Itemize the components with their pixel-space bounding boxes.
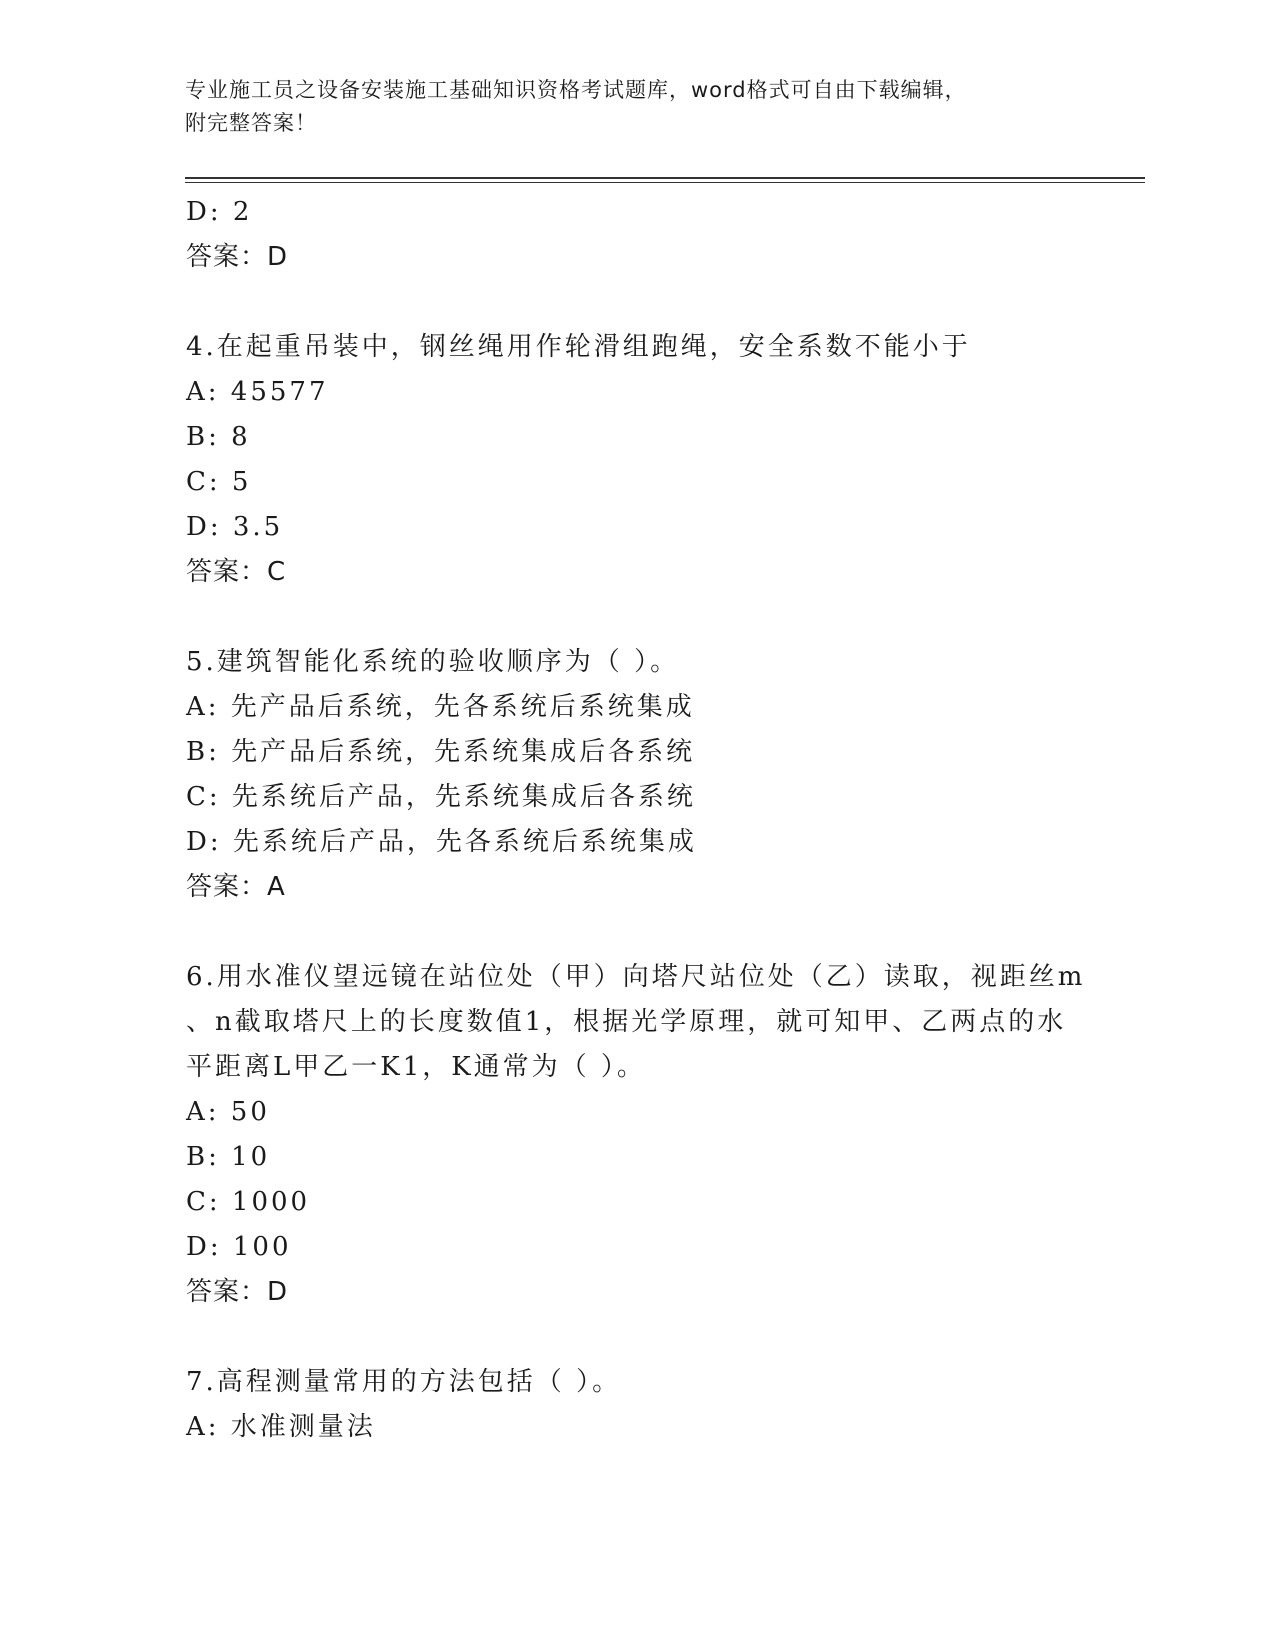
question-answer: 答案：D [186, 1277, 289, 1307]
question-option: C: 5 [186, 467, 252, 497]
spacer [186, 280, 1146, 325]
header-divider-thin [185, 182, 1145, 183]
spacer [186, 910, 1146, 955]
question-option: A: 50 [186, 1097, 270, 1127]
question-option: A: 先产品后系统，先各系统后系统集成 [186, 692, 695, 722]
question-option: C: 1000 [186, 1187, 311, 1217]
question-block [186, 325, 1146, 595]
fragment-answer: 答案：D [186, 242, 289, 272]
question-option: C: 先系统后产品，先系统集成后各系统 [186, 782, 696, 812]
question-option: D: 先系统后产品，先各系统后系统集成 [186, 827, 697, 857]
fragment-option-d: D: 2 [186, 197, 253, 227]
question-title: 4.在起重吊装中，钢丝绳用作轮滑组跑绳，安全系数不能小于 [186, 332, 971, 362]
question-block [186, 640, 1146, 910]
question-answer: 答案：C [186, 557, 287, 587]
question-title: 、n截取塔尺上的长度数值1，根据光学原理，就可知甲、乙两点的水 [186, 1007, 1067, 1037]
header-line-1: 专业施工员之设备安装施工基础知识资格考试题库，word格式可自由下载编辑， [185, 78, 967, 102]
question-option: B: 先产品后系统，先系统集成后各系统 [186, 737, 696, 767]
question-title: 6.用水准仪望远镜在站位处（甲）向塔尺站位处（乙）读取，视距丝m [186, 962, 1086, 992]
question-option: A: 水准测量法 [186, 1412, 376, 1442]
question-option: B: 8 [186, 422, 251, 452]
header-divider-thick [185, 177, 1145, 179]
question-title: 5.建筑智能化系统的验收顺序为（ ）。 [186, 647, 680, 677]
question-title: 平距离L甲乙一K1，K通常为（ ）。 [186, 1052, 646, 1082]
question-list [186, 190, 1146, 1450]
question-option: D: 3.5 [186, 512, 284, 542]
question-option: D: 100 [186, 1232, 292, 1262]
question-answer: 答案：A [186, 872, 286, 902]
header-line-2: 附完整答案！ [185, 111, 317, 135]
question-block [186, 1360, 1146, 1450]
spacer [186, 1315, 1146, 1360]
question-option: B: 10 [186, 1142, 271, 1172]
question-option: A: 45577 [186, 377, 329, 407]
question-block [186, 955, 1146, 1315]
question-title: 7.高程测量常用的方法包括（ ）。 [186, 1367, 622, 1397]
spacer [186, 595, 1146, 640]
document-header [185, 74, 1085, 140]
